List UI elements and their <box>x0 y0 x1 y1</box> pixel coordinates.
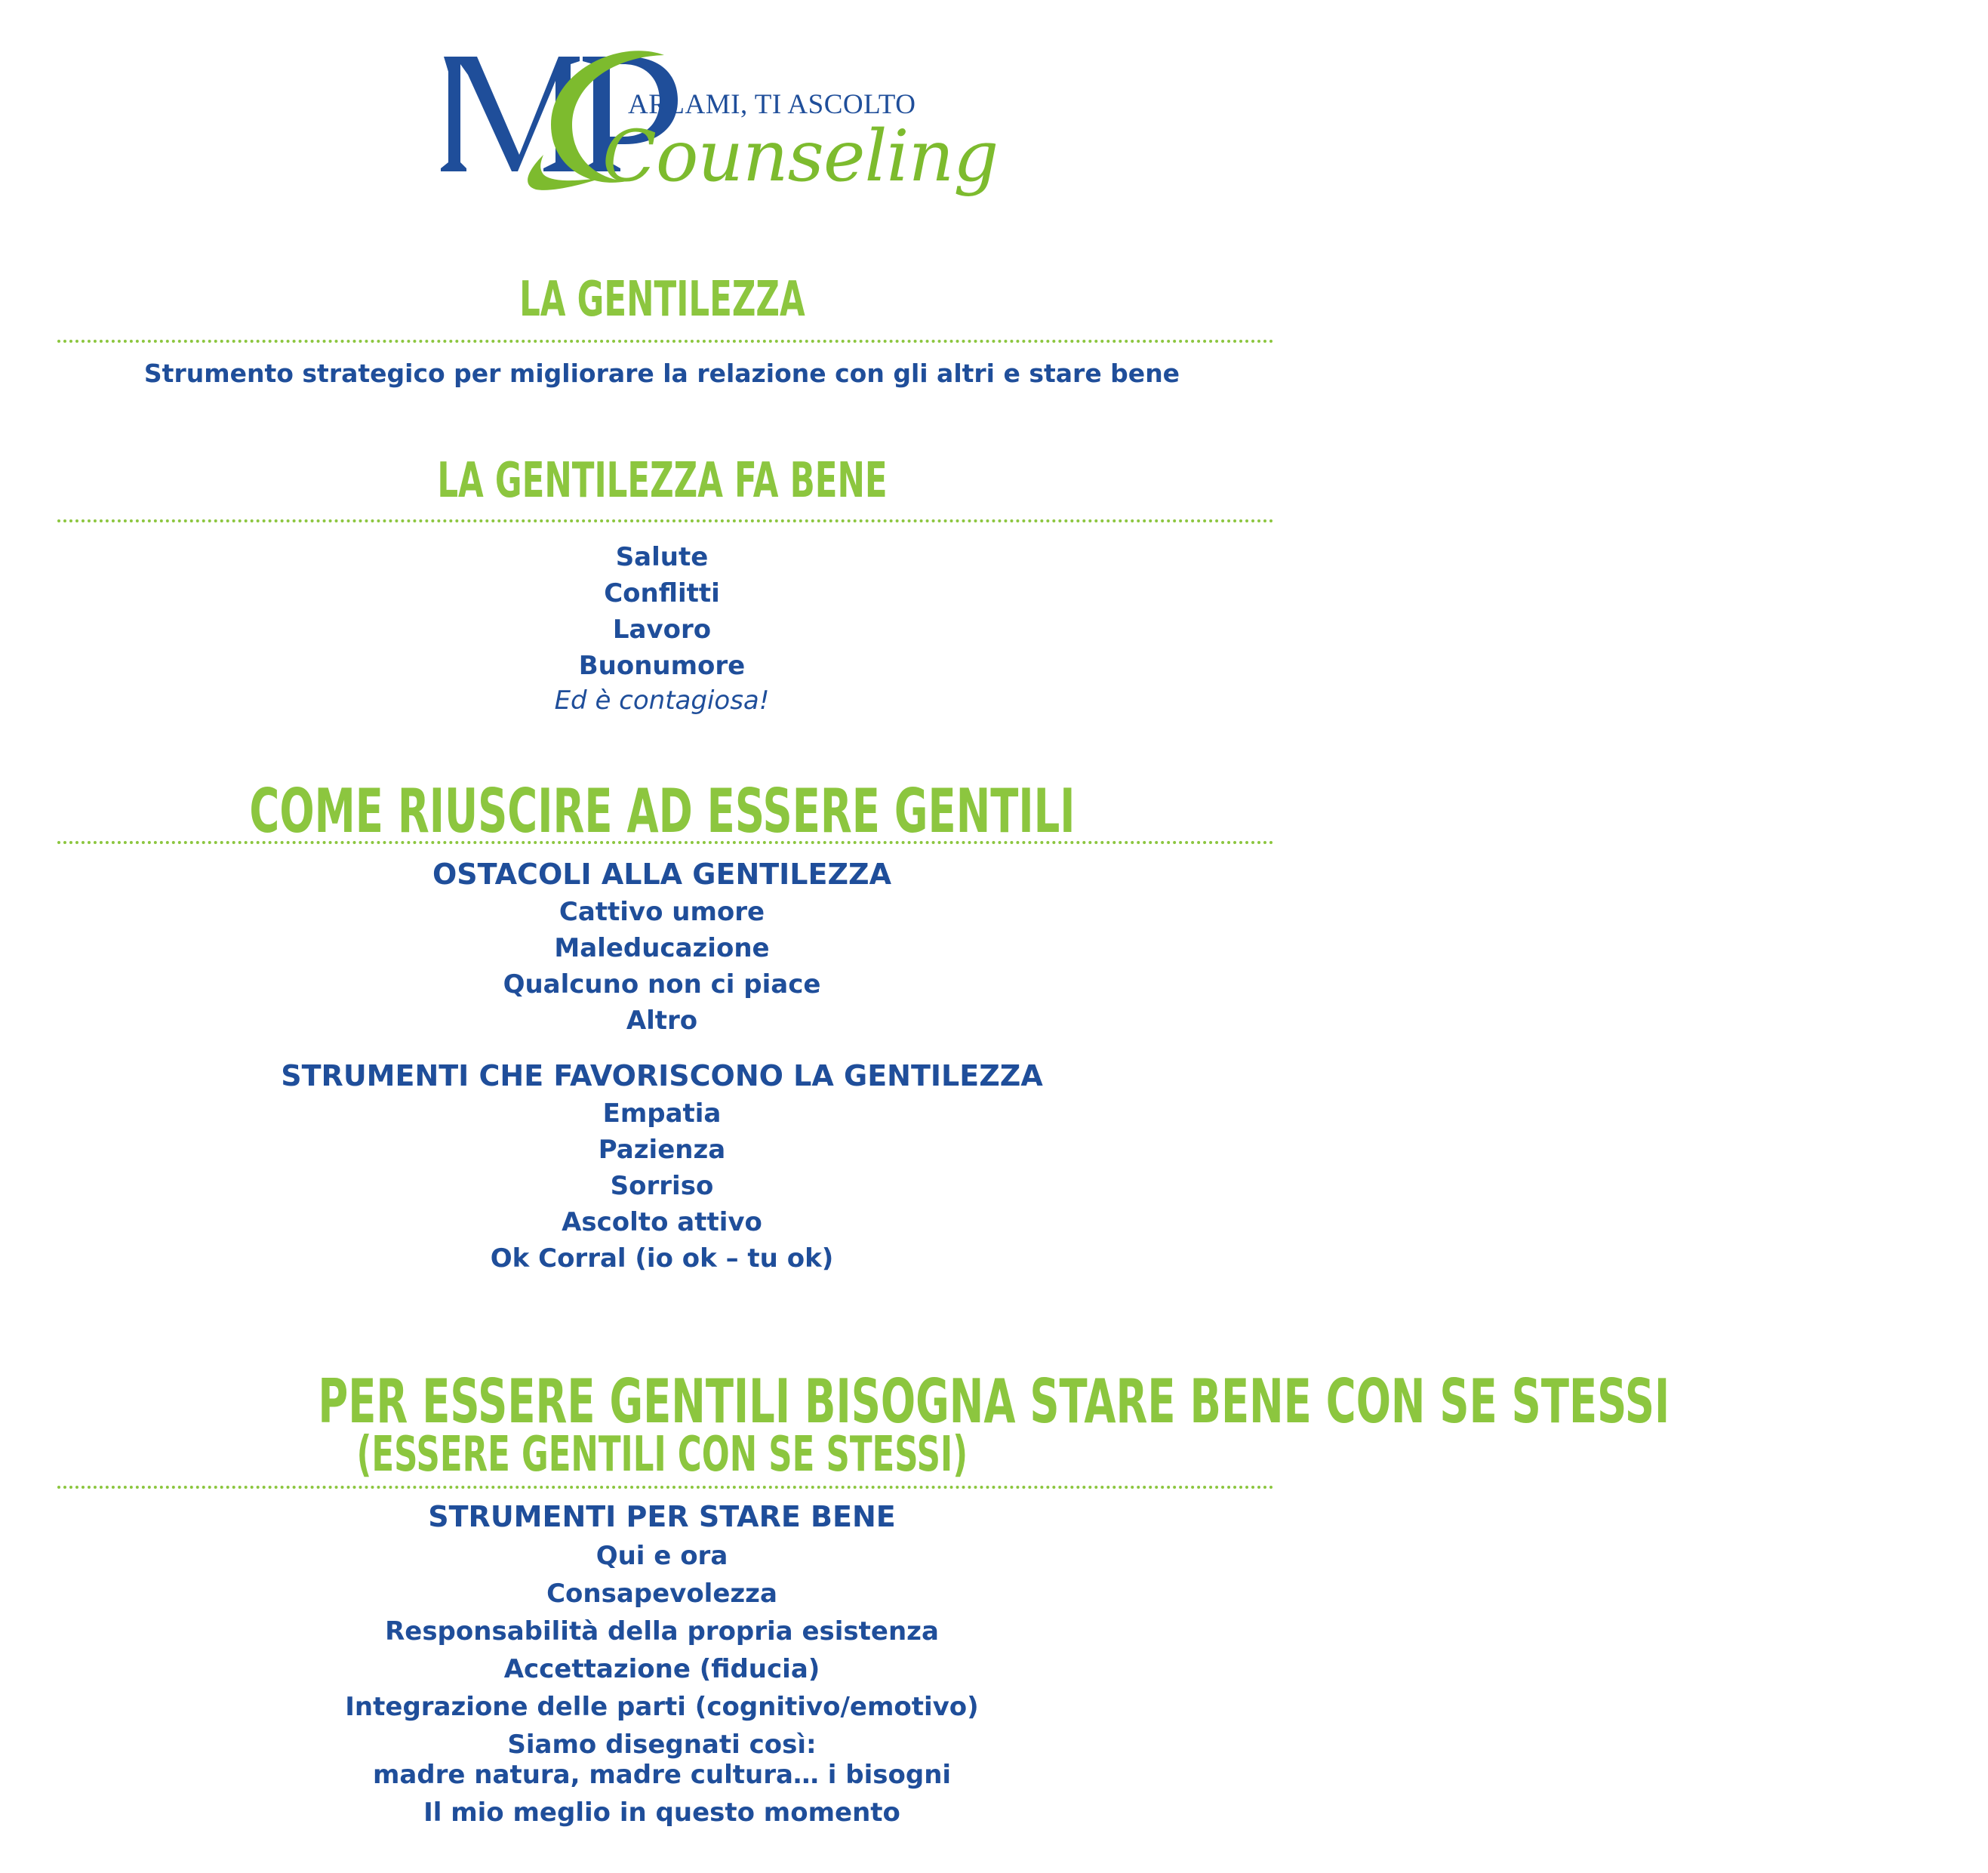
dotted-divider <box>57 1486 1274 1489</box>
list-item: Integrazione delle parti (cognitivo/emotivo) <box>345 1692 979 1722</box>
list-item: Responsabilità della propria esistenza <box>385 1616 939 1647</box>
list-item: Pazienza <box>598 1135 726 1165</box>
list-item: Siamo disegnati così: <box>507 1730 817 1760</box>
logo <box>438 42 999 200</box>
list-item: Ok Corral (io ok – tu ok) <box>490 1243 834 1274</box>
logo-tagline: ARLAMI, TI ASCOLTO <box>628 89 916 120</box>
subsection-heading-strumenti: STRUMENTI CHE FAVORISCONO LA GENTILEZZA <box>281 1059 1043 1092</box>
list-item: Sorriso <box>610 1171 714 1201</box>
list-item: Qualcuno non ci piace <box>503 969 821 1000</box>
subsection-heading-strumenti-stare-bene: STRUMENTI PER STARE BENE <box>428 1500 896 1533</box>
list-item: Salute <box>615 542 709 572</box>
list-item: Empatia <box>602 1098 722 1129</box>
logo-script-wordmark: Counseling <box>602 116 999 198</box>
list-item: Il mio meglio in questo momento <box>423 1798 900 1828</box>
section-title-stare-bene-line2: (ESSERE GENTILI CON SE STESSI) <box>356 1427 968 1483</box>
list-item: Altro <box>626 1006 698 1036</box>
section-title-la-gentilezza: LA GENTILEZZA <box>519 272 805 328</box>
dotted-divider <box>57 841 1274 844</box>
list-item: Ascolto attivo <box>562 1207 762 1237</box>
dotted-divider <box>57 519 1274 522</box>
list-item: Consapevolezza <box>546 1579 777 1609</box>
italic-note: Ed è contagiosa! <box>554 685 770 716</box>
section-title-stare-bene: PER ESSERE GENTILI BISOGNA STARE BENE CON SE STESSI <box>318 1366 1670 1437</box>
section-title-fa-bene: LA GENTILEZZA FA BENE <box>436 453 888 509</box>
list-item: Cattivo umore <box>559 897 765 927</box>
section-title-come-riuscire: COME RIUSCIRE AD ESSERE GENTILI <box>248 776 1076 846</box>
section-subtitle: Strumento strategico per migliorare la relazione con gli altri e stare bene <box>143 359 1180 388</box>
list-item: madre natura, madre cultura… i bisogni <box>372 1760 952 1790</box>
list-item: Accettazione (fiducia) <box>503 1654 820 1684</box>
dotted-divider <box>57 340 1274 343</box>
list-item: Lavoro <box>612 615 712 645</box>
list-item: Maleducazione <box>554 933 770 963</box>
list-item: Qui e ora <box>595 1541 728 1571</box>
list-item: Buonumore <box>578 651 746 681</box>
list-item: Conflitti <box>604 578 720 608</box>
subsection-heading-ostacoli: OSTACOLI ALLA GENTILEZZA <box>432 858 891 891</box>
